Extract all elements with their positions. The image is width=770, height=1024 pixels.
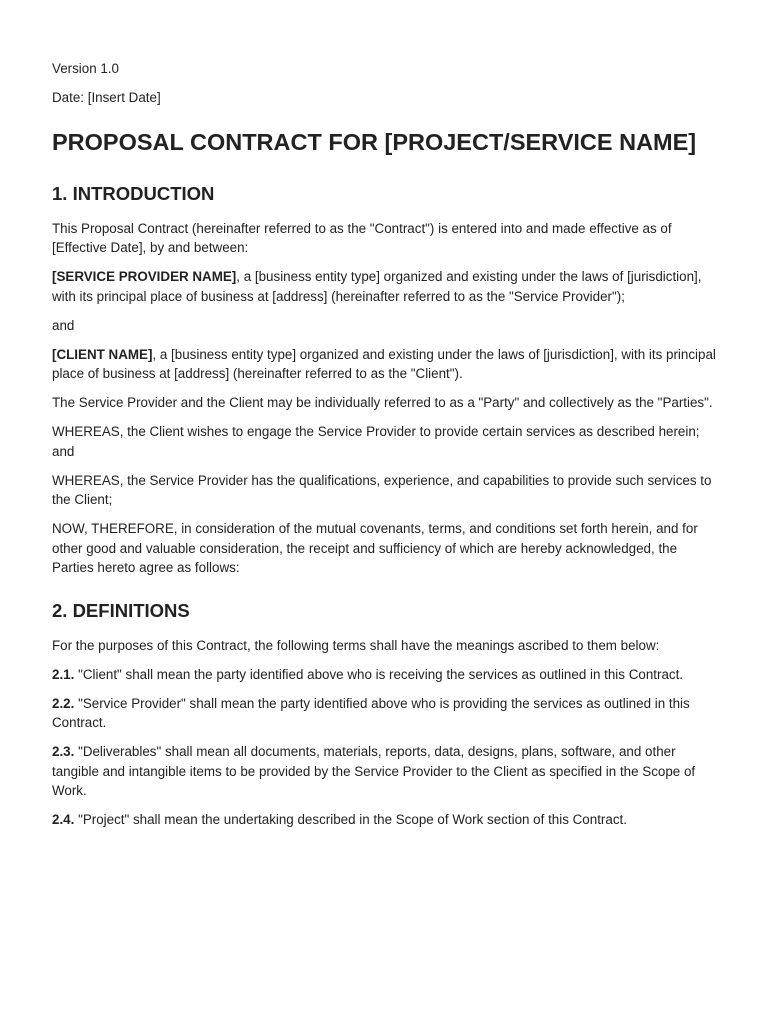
definition-text: "Service Provider" shall mean the party identified above who is providing the services as outlined in this Contract. — [52, 695, 690, 730]
definition-text: "Deliverables" shall mean all documents, materials, reports, data, designs, plans, software, and other tangible and intangible items to be provided by the Service Provider to the Client as specified in the Scope of Work. — [52, 744, 696, 798]
client-description: , a [business entity type] organized and existing under the laws of [jurisdiction], with its principal place of business at [address] (hereinafter referred to as the "Client"). — [52, 346, 716, 381]
definition-number: 2.3. — [52, 744, 75, 759]
intro-paragraph: This Proposal Contract (hereinafter referred to as the "Contract") is entered into and made effective as of [Effective Date], by and between: — [52, 220, 672, 255]
now-therefore-paragraph: NOW, THEREFORE, in consideration of the mutual covenants, terms, and conditions set forth herein, and for other good and valuable consideration, the receipt and sufficiency of which are hereby acknowledged, the Parties hereto agree as follows: — [52, 521, 698, 575]
whereas-paragraph-1: WHEREAS, the Client wishes to engage the Service Provider to provide certain services as described herein; and — [52, 424, 700, 459]
section-heading-definitions: 2. DEFINITIONS — [52, 599, 190, 621]
whereas-paragraph-2: WHEREAS, the Service Provider has the qualifications, experience, and capabilities to provide such services to the Client; — [52, 472, 712, 507]
client-paragraph — [52, 345, 718, 384]
and-text: and — [52, 317, 75, 333]
definition-number: 2.1. — [52, 666, 75, 682]
definitions-intro: For the purposes of this Contract, the following terms shall have the meanings ascribed to them below: — [52, 637, 660, 653]
service-provider-name: [SERVICE PROVIDER NAME] — [52, 269, 237, 284]
parties-paragraph: The Service Provider and the Client may be individually referred to as a "Party" and collectively as the "Parties". — [52, 395, 713, 410]
document-title: PROPOSAL CONTRACT FOR [PROJECT/SERVICE NAME] — [52, 128, 697, 155]
definition-item — [52, 694, 718, 733]
section-heading-introduction: 1. INTRODUCTION — [52, 182, 215, 204]
service-provider-paragraph — [52, 267, 718, 306]
client-name: [CLIENT NAME] — [52, 346, 153, 362]
definition-item — [52, 665, 718, 685]
definition-item — [52, 742, 718, 801]
definition-text: "Client" shall mean the party identified above who is receiving the services as outlined in this Contract. — [74, 666, 684, 682]
definition-text: "Project" shall mean the undertaking described in the Scope of Work section of this Contract. — [74, 812, 627, 827]
version-text: Version 1.0 — [52, 61, 119, 76]
service-provider-description: , a [business entity type] organized and existing under the laws of [jurisdiction], with its principal place of business at [address] (hereinafter referred to as the "Service Provider"); — [52, 269, 702, 304]
definition-number: 2.2. — [52, 695, 75, 711]
definition-number: 2.4. — [52, 812, 75, 827]
definition-item — [52, 810, 718, 830]
date-text: Date: [Insert Date] — [52, 90, 161, 105]
